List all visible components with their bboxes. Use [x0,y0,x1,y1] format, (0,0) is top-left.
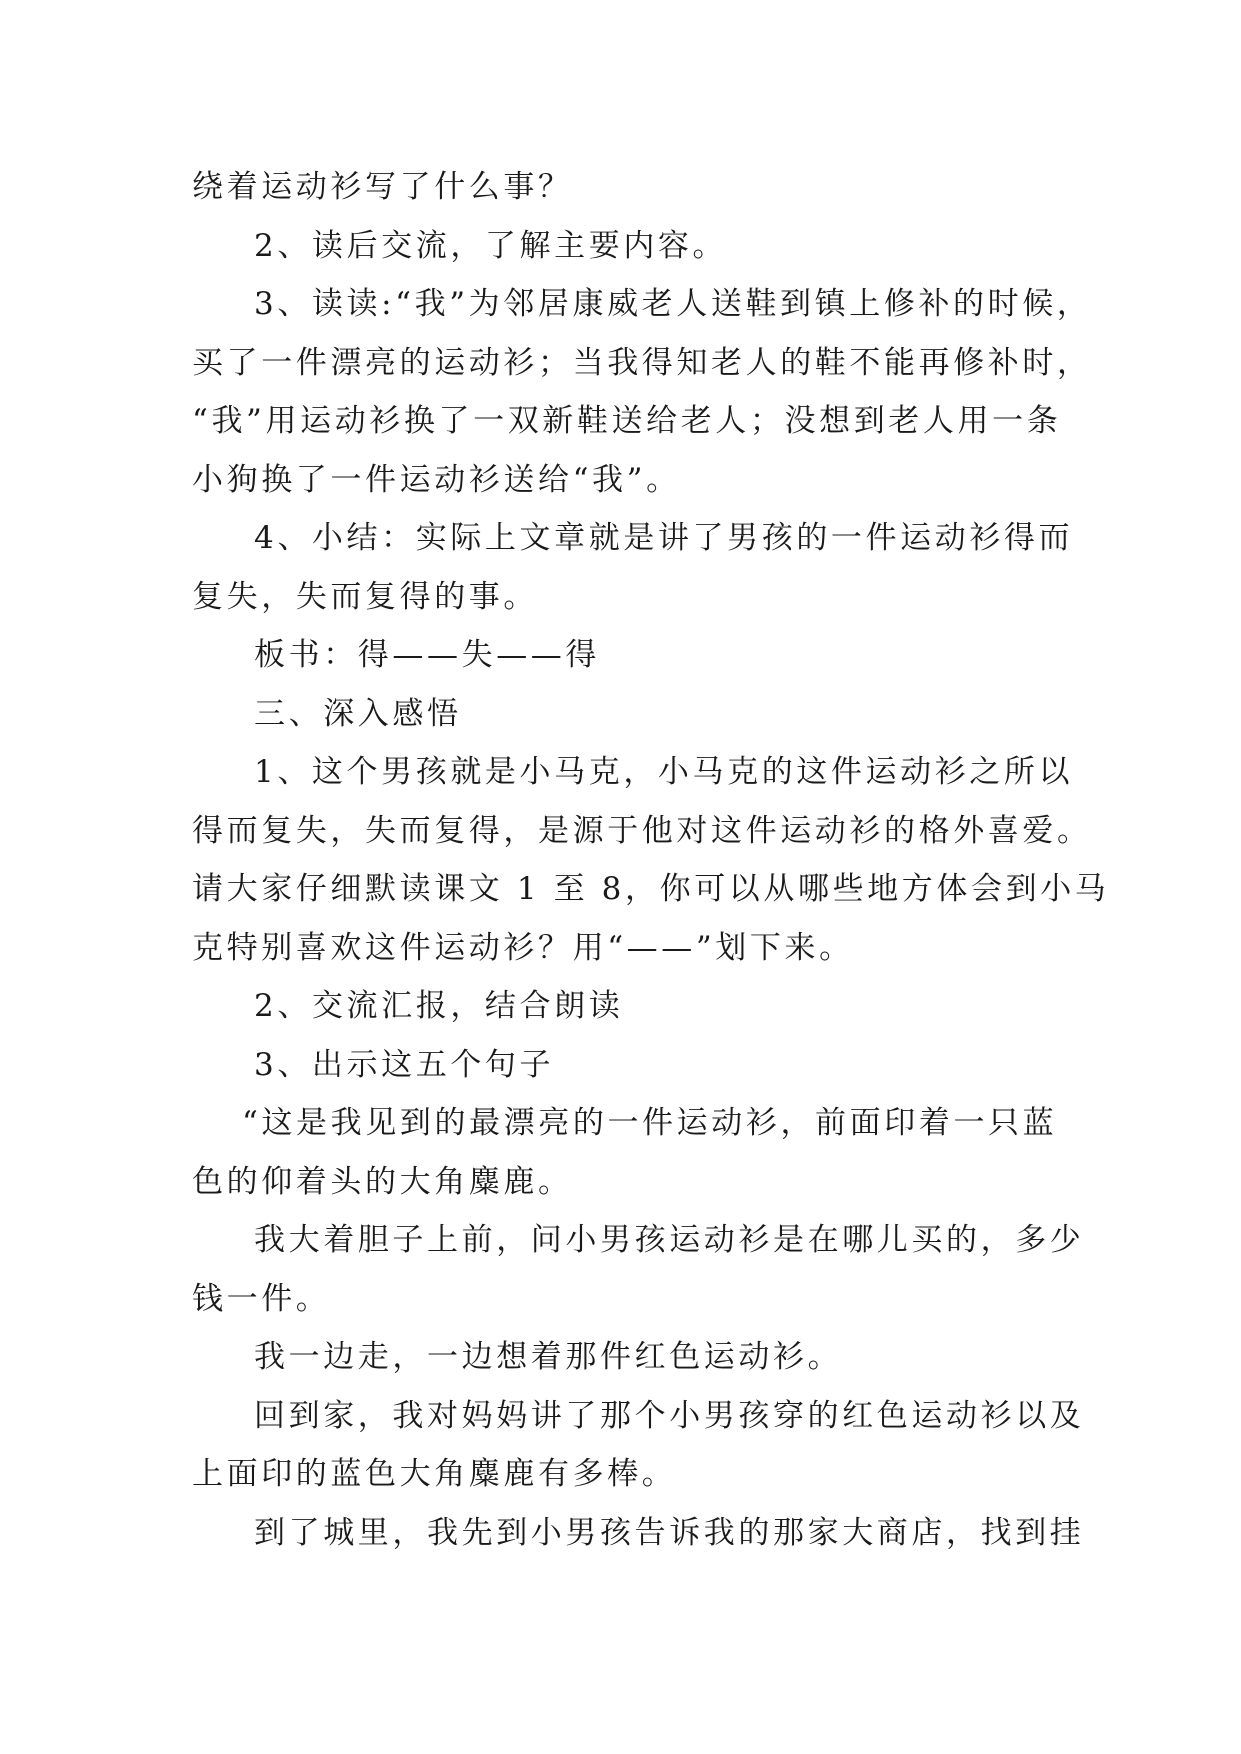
text-line: 板书：得——失——得 [254,637,600,673]
text-line: 3、出示这五个句子 [254,1046,555,1083]
quote-line: 我大着胆子上前，问小男孩运动衫是在哪儿买的，多少 [254,1222,1085,1258]
text-line: 得而复失，失而复得，是源于他对这件运动衫的格外喜爱。 [192,812,1092,849]
quote-line: 到了城里，我先到小男孩告诉我的那家大商店，找到挂 [254,1514,1085,1551]
text-line: 2、交流汇报，结合朗读 [254,988,624,1024]
quote-line: 回到家，我对妈妈讲了那个小男孩穿的红色运动衫以及 [254,1397,1085,1434]
document-body [192,158,1110,1562]
text-line: 绕着运动衫写了什么事？ [192,169,573,205]
text-line: 请大家仔细默读课文 1 至 8，你可以从哪些地方体会到小马 [192,871,1110,907]
text-line: 买了一件漂亮的运动衫；当我得知老人的鞋不能再修补时， [192,344,1092,381]
text-line: 复失，失而复得的事。 [192,578,538,615]
quote-line: 我一边走，一边想着那件红色运动衫。 [254,1339,843,1375]
text-line: 4、小结：实际上文章就是讲了男孩的一件运动衫得而 [254,520,1074,556]
text-line: 1、这个男孩就是小马克，小马克的这件运动衫之所以 [254,754,1074,790]
section-heading: 三、深入感悟 [254,695,462,732]
text-line: 2、读后交流，了解主要内容。 [254,227,728,264]
quote-line: 上面印的蓝色大角麋鹿有多棒。 [192,1456,677,1492]
quote-line: 钱一件。 [192,1280,331,1317]
text-line: 小狗换了一件运动衫送给“我”。 [192,461,681,498]
quote-line: 色的仰着头的大角麋鹿。 [192,1163,573,1200]
text-line: “我”用运动衫换了一双新鞋送给老人；没想到老人用一条 [192,403,1062,439]
text-line: 克特别喜欢这件运动衫？用“——”划下来。 [192,929,854,966]
quote-line: “这是我见到的最漂亮的一件运动衫，前面印着一只蓝 [242,1105,1058,1141]
text-line: 3、读读:“我”为邻居康威老人送鞋到镇上修补的时候， [254,286,1092,322]
